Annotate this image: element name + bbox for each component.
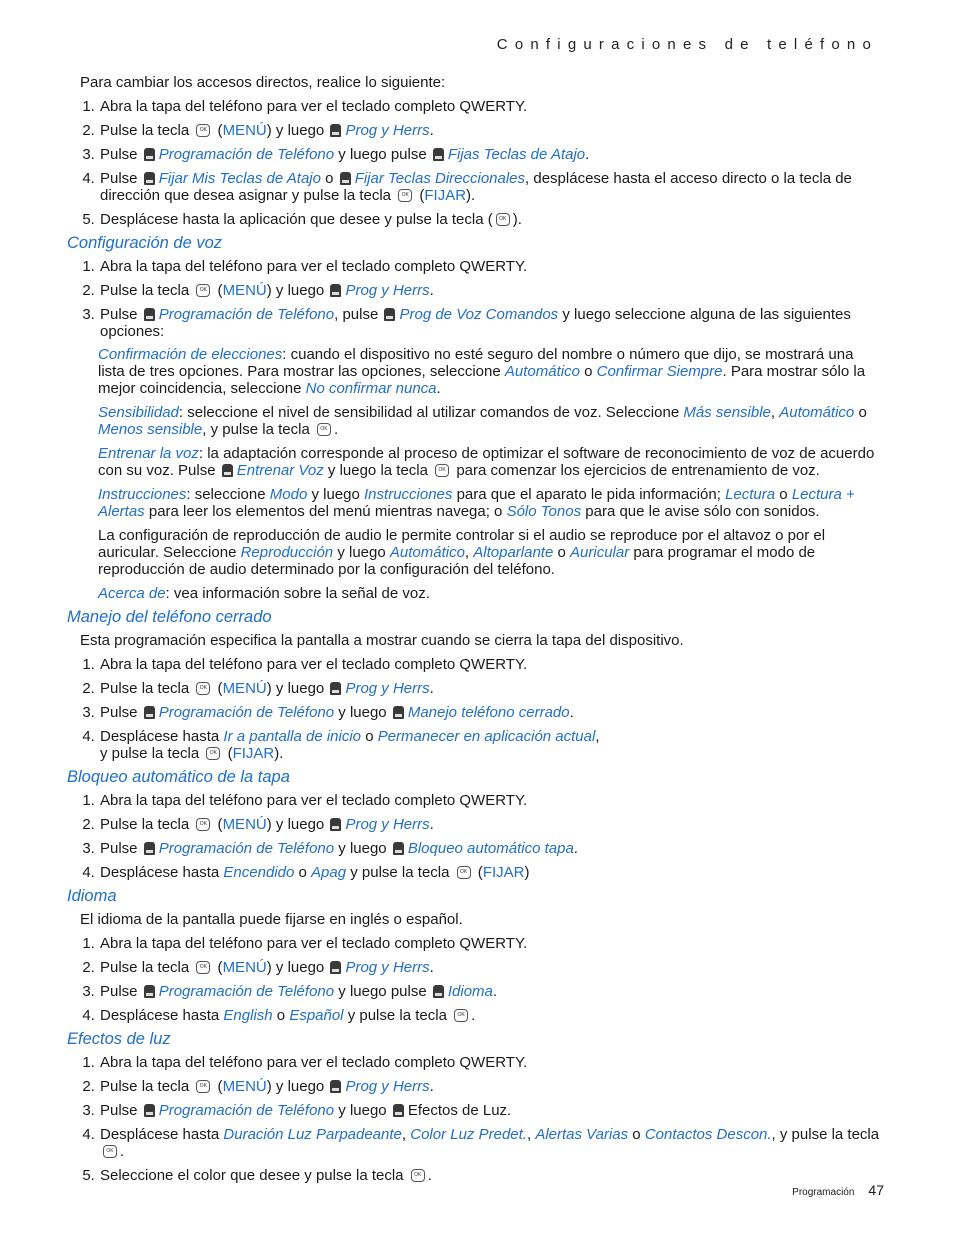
phone-menu-icon xyxy=(330,682,341,695)
option-link: No confirmar nunca xyxy=(305,380,437,397)
step-text: Pulse xyxy=(100,306,138,323)
step-text: Pulse xyxy=(100,1102,138,1119)
menu-link: Programación de Teléfono xyxy=(158,306,335,323)
section-intro: El idioma de la pantalla puede fijarse en inglés o español. xyxy=(80,911,463,928)
softkey-label: FIJAR xyxy=(232,745,275,762)
option-text: La configuración de reproducción de audio le permite controlar si el audio se reproduce por el altavoz o por el auricular. Seleccione xyxy=(98,527,826,561)
phone-menu-icon xyxy=(393,706,404,719)
step-text: y luego xyxy=(275,959,325,976)
option-text: : seleccione el nivel de sensibilidad al utilizar comandos de voz. Seleccione xyxy=(178,404,680,421)
list-item: 2. Pulse la tecla OK (MENÚ) y luego Prog y Herrs. xyxy=(99,282,882,299)
option-paragraph: Sensibilidad: seleccione el nivel de sensibilidad al utilizar comandos de voz. Seleccione Más sensible, Automático o Menos sensible, y pulse la tecla OK . xyxy=(98,404,867,438)
menu-link: Fijar Teclas Direccionales xyxy=(354,170,526,187)
option-paragraph: Confirmación de elecciones: cuando el dispositivo no esté seguro del nombre o número que dijo, se mostrará una lista de tres opciones. Para mostrar las opciones, seleccione Automático o Confirmar Siempre. Para mostrar sólo la mejor coincidencia, seleccione No confirmar nunca. xyxy=(98,346,866,397)
ok-key-icon: OK xyxy=(398,189,412,202)
option-link: Lectura + Alertas xyxy=(98,486,855,520)
step-text: y pulse la tecla xyxy=(350,864,450,881)
list-item xyxy=(99,935,882,952)
list-item: 4. Desplácese hasta Duración Luz Parpadeante, Color Luz Predet., Alertas Varias o Contactos Descon., y pulse la tecla OK . xyxy=(99,1126,882,1160)
phone-menu-icon xyxy=(384,308,395,321)
option-link: Confirmación de elecciones xyxy=(98,346,283,363)
step-text: y luego xyxy=(338,840,387,857)
menu-link: Prog y Herrs xyxy=(345,282,430,299)
phone-menu-icon xyxy=(393,1104,404,1117)
option-link: Altoparlante xyxy=(473,544,554,561)
phone-menu-icon xyxy=(330,1080,341,1093)
step-text: o xyxy=(298,864,307,881)
menu-link: Permanecer en aplicación actual xyxy=(377,728,596,745)
list-item xyxy=(99,792,882,809)
ok-key-icon: OK xyxy=(196,1080,210,1093)
option-link: Sólo Tonos xyxy=(506,503,582,520)
list-item: 5. Desplácese hasta la aplicación que desee y pulse la tecla ( OK ). xyxy=(99,211,882,228)
step-text: Seleccione el color que desee y pulse la tecla xyxy=(100,1167,404,1184)
softkey-label: MENÚ xyxy=(222,282,267,299)
step-text: Abra la tapa del teléfono para ver el teclado completo QWERTY. xyxy=(100,656,528,673)
menu-link: Contactos Descon. xyxy=(644,1126,772,1143)
list-item: 5. Seleccione el color que desee y pulse la tecla OK . xyxy=(99,1167,882,1184)
step-text: Efectos de Luz. xyxy=(407,1102,512,1119)
phone-menu-icon xyxy=(433,985,444,998)
phone-menu-icon xyxy=(144,706,155,719)
option-text: y luego xyxy=(337,544,386,561)
step-text: y pulse la tecla xyxy=(347,1007,447,1024)
ok-key-icon: OK xyxy=(457,866,471,879)
menu-link: Ir a pantalla de inicio xyxy=(223,728,362,745)
option-link: Modo xyxy=(269,486,308,503)
step-text: y luego pulse xyxy=(338,983,427,1000)
phone-menu-icon xyxy=(330,961,341,974)
ok-key-icon: OK xyxy=(496,213,510,226)
section-title: Configuración de voz xyxy=(67,234,223,252)
list-item xyxy=(99,98,882,115)
phone-menu-icon xyxy=(330,818,341,831)
phone-menu-icon xyxy=(330,284,341,297)
list-item xyxy=(99,306,882,340)
phone-menu-icon xyxy=(144,148,155,161)
option-paragraph xyxy=(98,585,882,602)
option-text: para comenzar los ejercicios de entrenamiento de voz. xyxy=(456,462,820,479)
phone-menu-icon xyxy=(144,308,155,321)
ok-key-icon: OK xyxy=(317,423,331,436)
phone-menu-icon xyxy=(144,985,155,998)
softkey-label: MENÚ xyxy=(222,816,267,833)
ok-key-icon: OK xyxy=(196,961,210,974)
option-link: Acerca de xyxy=(98,585,166,602)
option-link: Auricular xyxy=(570,544,630,561)
ok-key-icon: OK xyxy=(196,818,210,831)
list-item: 3. Pulse Programación de Teléfono y luego Bloqueo automático tapa. xyxy=(99,840,882,857)
option-link: Entrenar la voz xyxy=(98,445,199,462)
option-link: Automático xyxy=(504,363,580,380)
option-text: o xyxy=(779,486,788,503)
step-text: y luego xyxy=(338,704,387,721)
light-effects-steps xyxy=(67,1054,882,1184)
menu-link: Español xyxy=(289,1007,344,1024)
shortcuts-intro: Para cambiar los accesos directos, realice lo siguiente: xyxy=(80,74,446,91)
step-text: Desplácese hasta la aplicación que desee y pulse la tecla ( xyxy=(100,211,493,228)
phone-menu-icon xyxy=(330,124,341,137)
list-item: 3. Pulse Programación de Teléfono y luego Manejo teléfono cerrado. xyxy=(99,704,882,721)
option-link: Automático xyxy=(779,404,855,421)
ok-key-icon: OK xyxy=(196,284,210,297)
menu-link: Programación de Teléfono xyxy=(158,840,335,857)
closed-phone-steps xyxy=(67,656,882,762)
menu-link: Prog de Voz Comandos xyxy=(399,306,559,323)
list-item xyxy=(99,258,882,275)
phone-menu-icon xyxy=(144,842,155,855)
menu-link: Programación de Teléfono xyxy=(158,983,335,1000)
language-steps xyxy=(67,935,882,1024)
step-text: y luego xyxy=(275,816,325,833)
option-text: y luego la tecla xyxy=(327,462,428,479)
step-text: Abra la tapa del teléfono para ver el teclado completo QWERTY. xyxy=(100,98,528,115)
menu-link: Alertas Varias xyxy=(535,1126,629,1143)
list-item xyxy=(99,1054,882,1071)
option-text: o xyxy=(858,404,867,421)
option-text: para programar el modo de reproducción de audio determinado por la configuración del teléfono. xyxy=(98,544,816,578)
step-text: , desplácese hasta el acceso directo o la tecla de dirección que desea asignar y pulse la tecla xyxy=(100,170,852,204)
option-text: : la adaptación corresponde al proceso de optimizar el software de reconocimiento de voz de acuerdo con su voz. Pulse xyxy=(98,445,875,479)
phone-menu-icon xyxy=(393,842,404,855)
step-text: o xyxy=(632,1126,641,1143)
shortcuts-steps xyxy=(67,98,882,228)
option-text: y luego xyxy=(311,486,360,503)
softkey-label: FIJAR xyxy=(482,864,525,881)
option-text: : cuando el dispositivo no esté seguro del nombre o número que dijo, se mostrará una lista de tres opciones. Para mostrar las opciones, seleccione xyxy=(98,346,854,380)
softkey-label: MENÚ xyxy=(222,680,267,697)
voice-options xyxy=(98,346,882,602)
step-text: Desplácese hasta xyxy=(100,1126,220,1143)
flip-lock-steps xyxy=(67,792,882,881)
footer-section: Programación xyxy=(792,1187,855,1198)
phone-menu-icon xyxy=(340,172,351,185)
option-link: Automático xyxy=(389,544,465,561)
option-text: o xyxy=(557,544,566,561)
step-text: Abra la tapa del teléfono para ver el teclado completo QWERTY. xyxy=(100,1054,528,1071)
step-text: Desplácese hasta xyxy=(100,1007,220,1024)
step-text: o xyxy=(365,728,374,745)
menu-link: Programación de Teléfono xyxy=(158,146,335,163)
menu-link: Prog y Herrs xyxy=(345,959,430,976)
step-text: y luego xyxy=(275,1078,325,1095)
option-text: : vea información sobre la señal de voz. xyxy=(165,585,430,602)
step-text: Pulse xyxy=(100,704,138,721)
list-item xyxy=(99,656,882,673)
phone-menu-icon xyxy=(144,1104,155,1117)
list-item: 2. Pulse la tecla OK (MENÚ) y luego Prog y Herrs. xyxy=(99,122,882,139)
softkey-label: FIJAR xyxy=(424,187,467,204)
step-text: Pulse xyxy=(100,146,138,163)
option-link: Sensibilidad xyxy=(98,404,179,421)
menu-link: Encendido xyxy=(223,864,295,881)
option-paragraph xyxy=(98,486,882,520)
option-text: para que el aparato le pida información; xyxy=(456,486,721,503)
menu-link: Idioma xyxy=(447,983,493,1000)
section-title: Idioma xyxy=(67,887,117,905)
list-item: 2. Pulse la tecla OK (MENÚ) y luego Prog y Herrs. xyxy=(99,959,882,976)
step-text: Abra la tapa del teléfono para ver el teclado completo QWERTY. xyxy=(100,792,528,809)
step-text: Pulse la tecla xyxy=(100,1078,190,1095)
list-item: 2. Pulse la tecla OK (MENÚ) y luego Prog y Herrs. xyxy=(99,680,882,697)
menu-link: Programación de Teléfono xyxy=(158,704,335,721)
menu-link: Prog y Herrs xyxy=(345,122,430,139)
option-link: Menos sensible xyxy=(98,421,203,438)
list-item: 4. Desplácese hasta English o Español y pulse la tecla OK . xyxy=(99,1007,882,1024)
phone-menu-icon xyxy=(222,464,233,477)
step-text: Pulse la tecla xyxy=(100,816,190,833)
option-text: : seleccione xyxy=(186,486,266,503)
menu-link: Manejo teléfono cerrado xyxy=(407,704,570,721)
option-link: Más sensible xyxy=(683,404,771,421)
list-item xyxy=(99,1102,882,1119)
phone-menu-icon xyxy=(433,148,444,161)
step-text: Desplácese hasta xyxy=(100,728,220,745)
menu-link: Bloqueo automático tapa xyxy=(407,840,574,857)
option-paragraph xyxy=(98,445,882,479)
softkey-label: MENÚ xyxy=(222,1078,267,1095)
option-text: para leer los elementos del menú mientras navega; o xyxy=(148,503,503,520)
menu-link: Prog y Herrs xyxy=(345,816,430,833)
list-item: 2. Pulse la tecla OK (MENÚ) y luego Prog y Herrs. xyxy=(99,816,882,833)
step-text: o xyxy=(276,1007,286,1024)
ok-key-icon: OK xyxy=(454,1009,468,1022)
page-footer xyxy=(792,1182,884,1198)
step-text: y luego xyxy=(338,1102,387,1119)
list-item: 3. Pulse Programación de Teléfono y luego pulse Fijas Teclas de Atajo. xyxy=(99,146,882,163)
section-title: Efectos de luz xyxy=(67,1030,171,1048)
list-item: 4. Desplácese hasta Ir a pantalla de inicio o Permanecer en aplicación actual, y pulse la tecla OK (FIJAR). xyxy=(99,728,882,762)
menu-link: Color Luz Predet. xyxy=(410,1126,527,1143)
ok-key-icon: OK xyxy=(411,1169,425,1182)
menu-link: Fijas Teclas de Atajo xyxy=(447,146,586,163)
option-link: Lectura xyxy=(725,486,776,503)
step-text: Pulse xyxy=(100,983,138,1000)
option-link: Entrenar Voz xyxy=(236,462,324,479)
list-item: 3. Pulse Programación de Teléfono y luego pulse Idioma. xyxy=(99,983,882,1000)
ok-key-icon: OK xyxy=(435,464,449,477)
section-title: Manejo del teléfono cerrado xyxy=(67,608,272,626)
step-text: , pulse xyxy=(334,306,379,323)
option-text: para que le avise sólo con sonidos. xyxy=(585,503,820,520)
section-intro: Esta programación especifica la pantalla a mostrar cuando se cierra la tapa del dispositivo. xyxy=(80,632,684,649)
step-text: y luego xyxy=(275,680,325,697)
option-text: , y pulse la tecla xyxy=(202,421,310,438)
step-text: Pulse la tecla xyxy=(100,959,190,976)
menu-link: Duración Luz Parpadeante xyxy=(223,1126,402,1143)
step-text: Pulse xyxy=(100,170,138,187)
step-text: Pulse la tecla xyxy=(100,282,190,299)
step-text: o xyxy=(325,170,334,187)
step-text: Pulse la tecla xyxy=(100,680,190,697)
ok-key-icon: OK xyxy=(196,124,210,137)
option-paragraph: La configuración de reproducción de audio le permite controlar si el audio se reproduce por el altavoz o por el auricular. Seleccione Reproducción y luego Automático, Altoparlante o Auricular para programar el modo de reproducción de audio determinado por la configuración del teléfono. xyxy=(98,527,826,578)
step-text: Pulse xyxy=(100,840,138,857)
softkey-label: MENÚ xyxy=(222,959,267,976)
menu-link: English xyxy=(223,1007,273,1024)
step-text: Pulse la tecla xyxy=(100,122,190,139)
menu-link: Prog y Herrs xyxy=(345,680,430,697)
step-text: y luego pulse xyxy=(338,146,427,163)
menu-link: Programación de Teléfono xyxy=(158,1102,335,1119)
option-link: Instrucciones xyxy=(98,486,187,503)
ok-key-icon: OK xyxy=(206,747,220,760)
step-text: y luego xyxy=(275,282,325,299)
list-item: 4. Pulse Fijar Mis Teclas de Atajo o Fijar Teclas Direccionales, desplácese hasta el acceso directo o la tecla de dirección que desea asignar y pulse la tecla OK (FIJAR). xyxy=(99,170,882,204)
option-link: Reproducción xyxy=(240,544,334,561)
ok-key-icon: OK xyxy=(103,1145,117,1158)
step-text: , y pulse la tecla xyxy=(771,1126,880,1143)
running-header: Configuraciones de teléfono xyxy=(496,36,878,53)
option-link: Instrucciones xyxy=(364,486,453,503)
page-content xyxy=(67,74,882,1191)
menu-link: Fijar Mis Teclas de Atajo xyxy=(158,170,321,187)
step-text: y luego seleccione alguna de las siguientes opciones: xyxy=(100,306,851,340)
list-item: 2. Pulse la tecla OK (MENÚ) y luego Prog y Herrs. xyxy=(99,1078,882,1095)
step-text: Desplácese hasta xyxy=(100,864,220,881)
page-number: 47 xyxy=(868,1182,884,1198)
option-text: o xyxy=(584,363,593,380)
voice-steps xyxy=(67,258,882,340)
softkey-label: MENÚ xyxy=(222,122,267,139)
step-text: Abra la tapa del teléfono para ver el teclado completo QWERTY. xyxy=(100,935,528,952)
step-text: y luego xyxy=(275,122,325,139)
section-title: Bloqueo automático de la tapa xyxy=(67,768,290,786)
step-text: y pulse la tecla xyxy=(100,745,200,762)
step-text: Abra la tapa del teléfono para ver el teclado completo QWERTY. xyxy=(100,258,528,275)
option-link: Confirmar Siempre xyxy=(596,363,723,380)
phone-menu-icon xyxy=(144,172,155,185)
menu-link: Prog y Herrs xyxy=(345,1078,430,1095)
ok-key-icon: OK xyxy=(196,682,210,695)
option-text: . Para mostrar sólo la mejor coincidencia, seleccione xyxy=(98,363,866,397)
list-item: 4. Desplácese hasta Encendido o Apag y pulse la tecla OK (FIJAR) xyxy=(99,864,882,881)
menu-link: Apag xyxy=(311,864,347,881)
